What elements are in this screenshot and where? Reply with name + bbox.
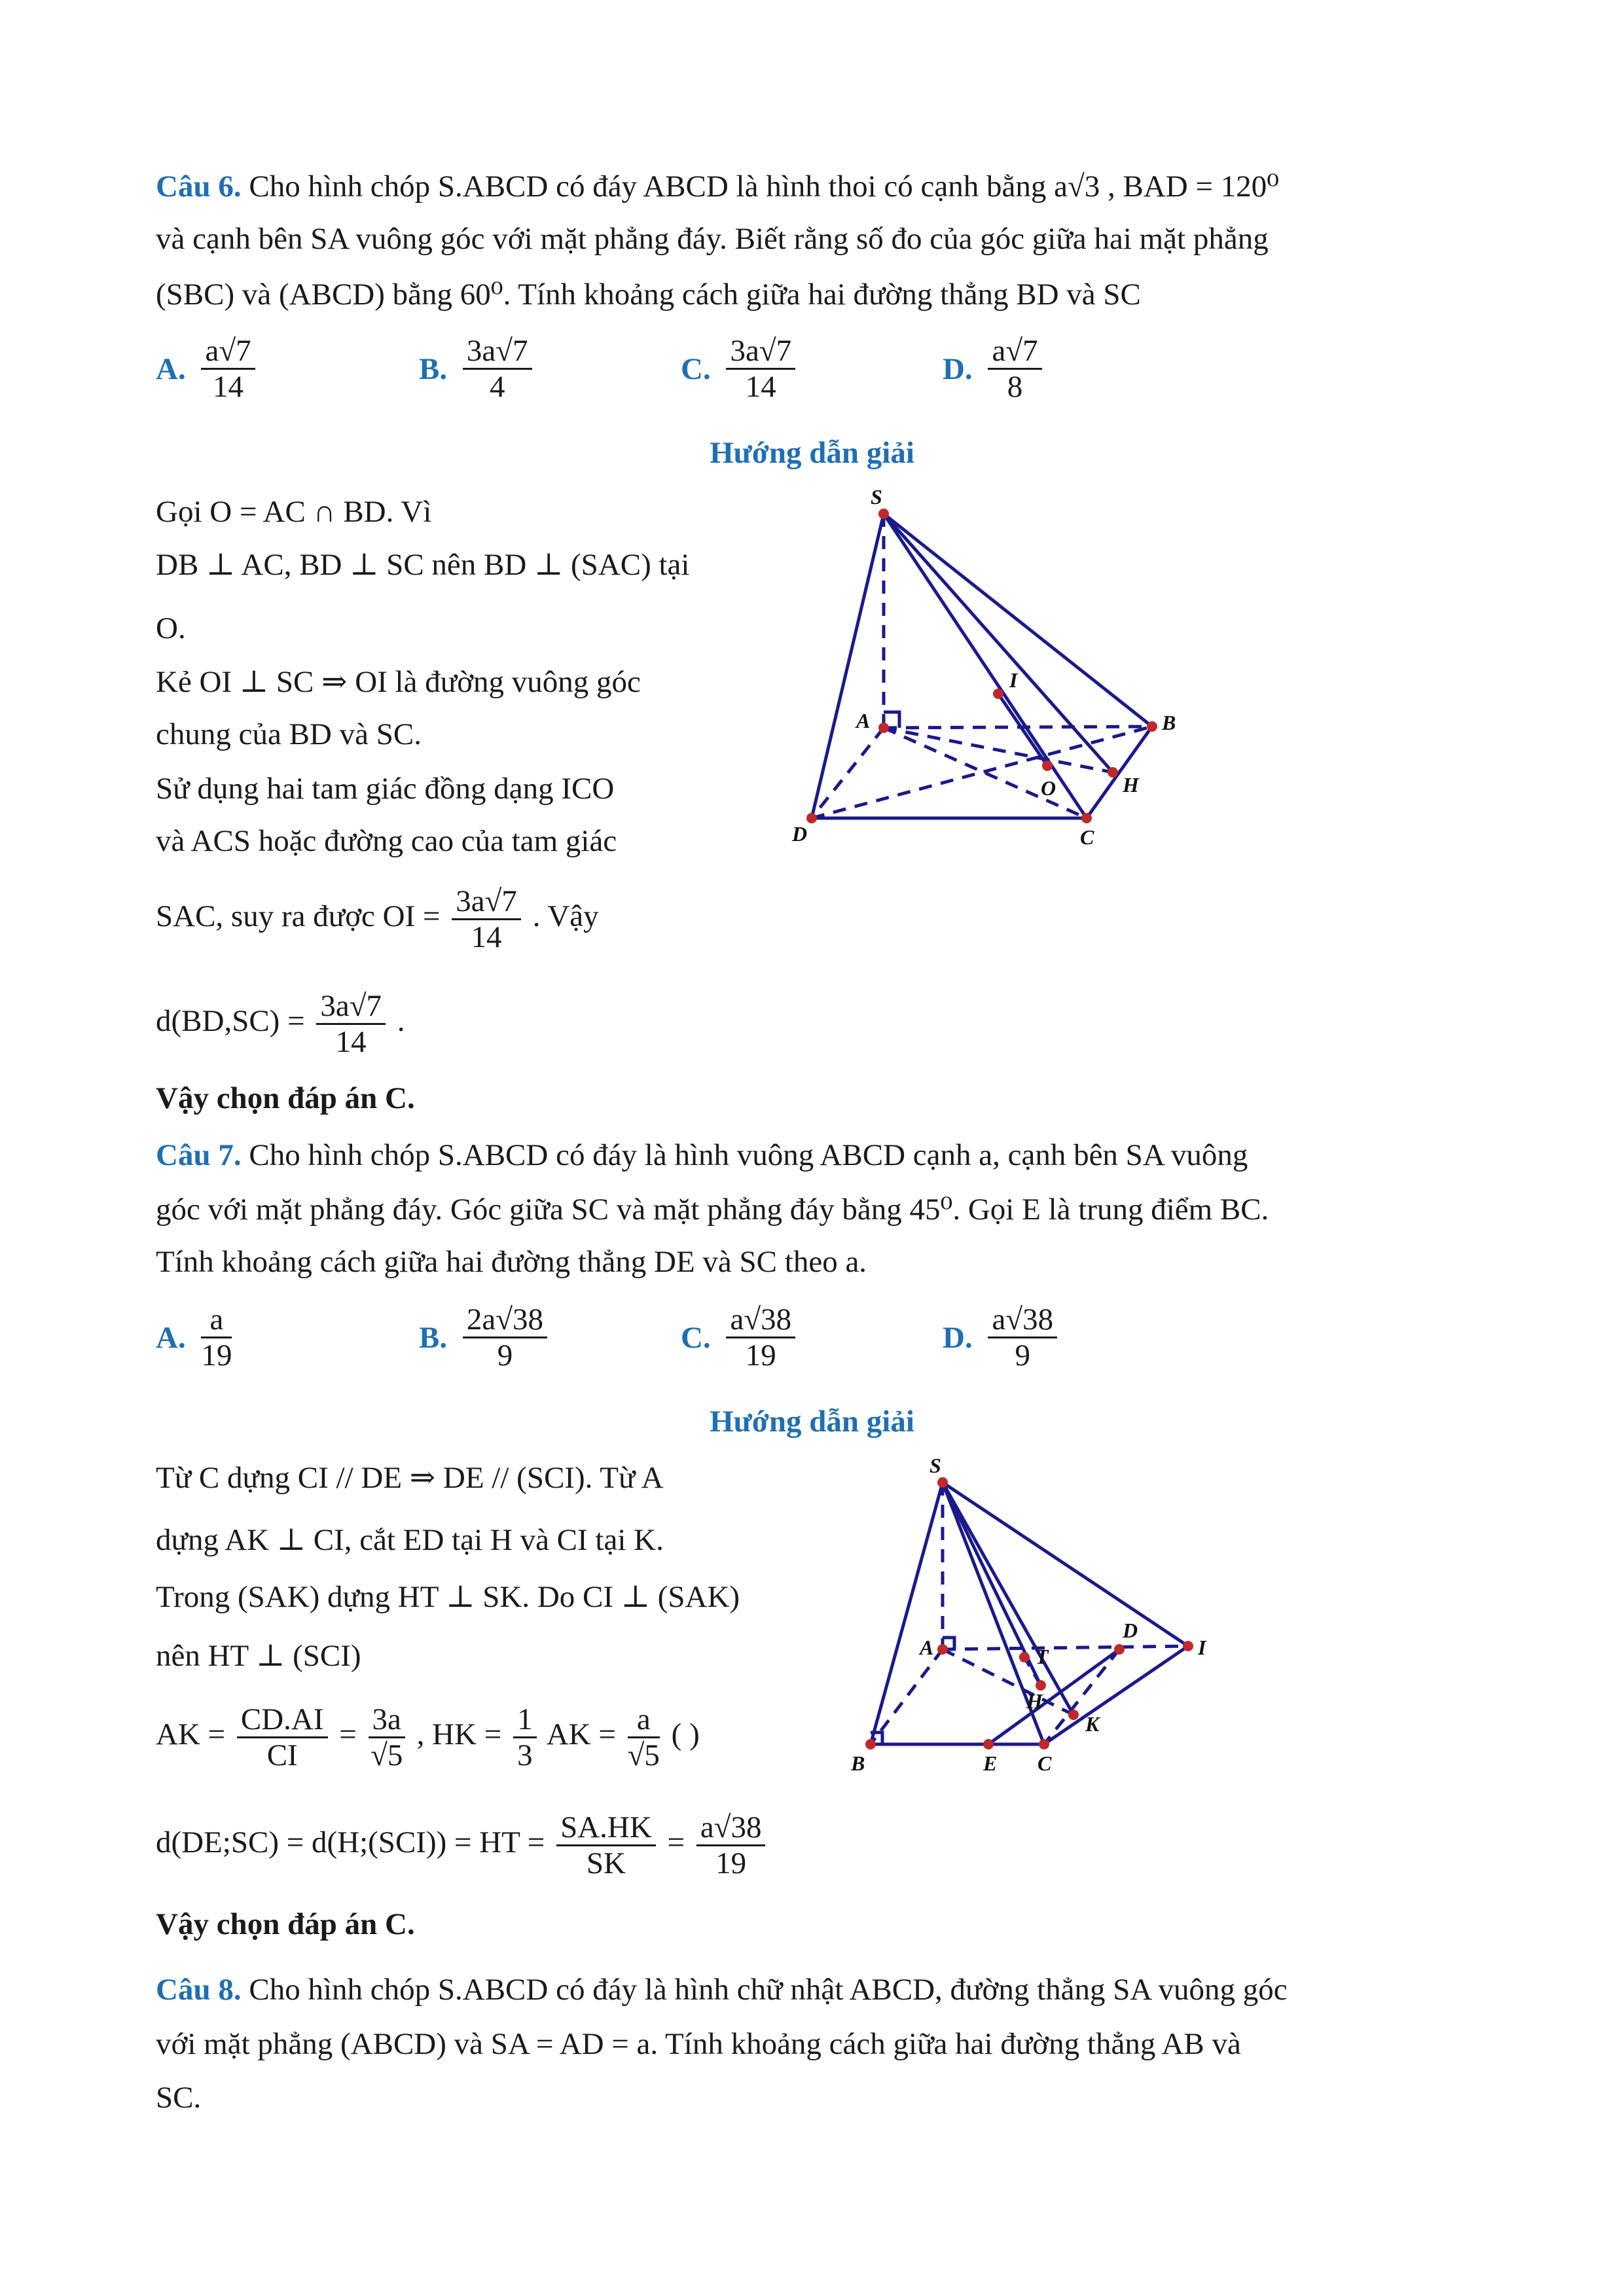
q7-sol5-eq: = bbox=[339, 1717, 357, 1751]
q8-line2: với mặt phẳng (ABCD) và SA = AD = a. Tính khoảng cách giữa hai đường thẳng AB và bbox=[156, 2027, 1241, 2061]
q7-figure bbox=[844, 1446, 1237, 1787]
q6-figure bbox=[772, 484, 1231, 851]
q7-option-c-label: C. bbox=[681, 1320, 711, 1355]
q6-label-o: O bbox=[1041, 776, 1056, 800]
q7-sol5-f2-num: 3a bbox=[369, 1702, 405, 1738]
q7-point-k bbox=[1068, 1710, 1079, 1720]
q6-option-a-label: A. bbox=[156, 351, 186, 386]
q7-option-b[interactable] bbox=[419, 1302, 551, 1372]
q7-point-c bbox=[1039, 1739, 1049, 1749]
q6-answer: Vậy chọn đáp án C. bbox=[156, 1081, 415, 1115]
q7-option-a-num: a bbox=[201, 1302, 232, 1338]
q6-edge-sb bbox=[884, 514, 1152, 726]
q7-point-t bbox=[1019, 1652, 1030, 1662]
q7-option-a-den: 19 bbox=[201, 1338, 232, 1372]
q6-point-s bbox=[878, 509, 889, 519]
q6-point-a bbox=[878, 723, 889, 733]
q6-option-c-num: 3a√7 bbox=[726, 334, 795, 370]
q6-label-h: H bbox=[1123, 773, 1139, 797]
q7-sol5-f4-den: √5 bbox=[627, 1738, 660, 1772]
q7-edge-ci bbox=[1044, 1646, 1188, 1744]
q7-option-b-label: B. bbox=[419, 1320, 448, 1355]
q7-label-c: C bbox=[1038, 1751, 1052, 1775]
q7-point-b bbox=[865, 1739, 876, 1749]
q7-edge-ed bbox=[988, 1649, 1119, 1744]
q6-option-c-label: C. bbox=[681, 351, 711, 386]
q6-point-h bbox=[1108, 767, 1118, 778]
q7-label-a: A bbox=[920, 1636, 934, 1659]
q7-sol5 bbox=[156, 1695, 700, 1774]
q6-option-a-den: 14 bbox=[213, 370, 244, 404]
q6-option-b-label: B. bbox=[419, 351, 448, 386]
q6-label-i: I bbox=[1009, 668, 1018, 692]
q7-sol5-d: ( ) bbox=[671, 1717, 700, 1751]
q6-sol2: DB ⊥ AC, BD ⊥ SC nên BD ⊥ (SAC) tại bbox=[156, 548, 690, 582]
q6-sol8-post: . Vậy bbox=[532, 899, 599, 933]
q7-label-h: H bbox=[1026, 1689, 1043, 1713]
q6-point-c bbox=[1081, 813, 1092, 823]
q7-option-b-num: 2a√38 bbox=[463, 1302, 547, 1338]
q6-sol6: Sử dụng hai tam giác đồng dạng ICO bbox=[156, 772, 615, 806]
q6-label: Câu 6. bbox=[156, 170, 242, 204]
q7-sol6-f2-den: 19 bbox=[715, 1846, 747, 1880]
q8-line3: SC. bbox=[156, 2081, 202, 2115]
q7-sol5-a: AK = bbox=[156, 1717, 226, 1751]
q7-edge-ab bbox=[871, 1649, 943, 1744]
q7-sol5-f2-den: √5 bbox=[370, 1738, 403, 1772]
q7-option-c[interactable] bbox=[681, 1302, 799, 1372]
q6-option-b-den: 4 bbox=[489, 370, 505, 404]
q6-option-c[interactable] bbox=[681, 334, 799, 404]
q6-option-d-label: D. bbox=[943, 351, 973, 386]
q6-sol3: O. bbox=[156, 611, 186, 645]
q6-option-b[interactable] bbox=[419, 334, 536, 404]
q6-label-c: C bbox=[1080, 825, 1094, 849]
q7-option-a[interactable] bbox=[156, 1302, 236, 1372]
q7-edge-ai bbox=[943, 1646, 1188, 1649]
q7-label-t: T bbox=[1036, 1645, 1049, 1668]
q6-line3: (SBC) và (ABCD) bằng 60⁰. Tính khoảng cách giữa hai đường thẳng BD và SC bbox=[156, 278, 1141, 312]
q7-label-d: D bbox=[1123, 1619, 1138, 1642]
q6-option-c-den: 14 bbox=[745, 370, 776, 404]
q7-label: Câu 7. bbox=[156, 1138, 242, 1172]
q7-sol5-f4-num: a bbox=[628, 1702, 660, 1738]
q8-label: Câu 8. bbox=[156, 1973, 242, 2007]
q7-option-d[interactable] bbox=[943, 1302, 1061, 1372]
q7-option-a-label: A. bbox=[156, 1320, 186, 1355]
q7-option-d-den: 9 bbox=[1015, 1338, 1031, 1372]
q6-sol9-pre: d(BD,SC) = bbox=[156, 1004, 305, 1038]
q6-option-d-num: a√7 bbox=[988, 334, 1041, 370]
q7-sol5-c: AK = bbox=[546, 1717, 616, 1751]
q6-line1 bbox=[156, 167, 1279, 206]
q6-point-i bbox=[993, 689, 1003, 699]
q6-option-d[interactable] bbox=[943, 334, 1046, 404]
q7-label-k: K bbox=[1085, 1712, 1100, 1736]
q7-edge-sk bbox=[943, 1482, 1074, 1715]
q7-label-s: S bbox=[929, 1454, 941, 1477]
q6-label-d: D bbox=[792, 822, 808, 846]
q7-label-i: I bbox=[1198, 1636, 1206, 1659]
q6-sol1: Gọi O = AC ∩ BD. Vì bbox=[156, 495, 432, 529]
q6-sol9 bbox=[156, 982, 405, 1060]
q6-option-a-num: a√7 bbox=[201, 334, 255, 370]
q6-sol9-den: 14 bbox=[335, 1024, 367, 1059]
q6-sol7: và ACS hoặc đường cao của tam giác bbox=[156, 824, 617, 858]
q7-sol2: dựng AK ⊥ CI, cắt ED tại H và CI tại K. bbox=[156, 1523, 664, 1557]
q8-text1: Cho hình chóp S.ABCD có đáy là hình chữ nhật ABCD, đường thẳng SA vuông góc bbox=[249, 1973, 1288, 2007]
q8-line1 bbox=[156, 1970, 1288, 2009]
q7-option-b-den: 9 bbox=[497, 1338, 513, 1372]
q7-point-a bbox=[937, 1644, 948, 1655]
q7-answer: Vậy chọn đáp án C. bbox=[156, 1907, 415, 1941]
q7-sol5-f3-num: 1 bbox=[513, 1702, 537, 1738]
q6-sol8-num: 3a√7 bbox=[452, 884, 521, 920]
q6-sol8 bbox=[156, 877, 599, 956]
q6-edge-ab bbox=[884, 726, 1152, 728]
q7-sol6-f1-den: SK bbox=[586, 1846, 626, 1880]
q6-sol4: Kẻ OI ⊥ SC ⇒ OI là đường vuông góc bbox=[156, 665, 641, 699]
q7-label-e: E bbox=[983, 1751, 998, 1775]
q6-sol8-den: 14 bbox=[471, 920, 502, 954]
q7-point-i bbox=[1183, 1641, 1193, 1651]
q7-edge-sb bbox=[871, 1482, 943, 1744]
q6-point-o bbox=[1042, 761, 1053, 771]
q7-point-d bbox=[1114, 1644, 1125, 1655]
q7-sol5-f3-den: 3 bbox=[517, 1738, 533, 1772]
q7-sol5-b: , HK = bbox=[416, 1717, 502, 1751]
q7-sol6-f2-num: a√38 bbox=[696, 1810, 766, 1846]
q7-sol5-f1-den: CI bbox=[266, 1738, 298, 1772]
q6-point-b bbox=[1147, 721, 1157, 732]
q7-line3: Tính khoảng cách giữa hai đường thẳng DE và SC theo a. bbox=[156, 1245, 867, 1279]
q6-option-a[interactable] bbox=[156, 334, 259, 404]
q6-option-b-num: 3a√7 bbox=[463, 334, 532, 370]
q7-sol3: Trong (SAK) dựng HT ⊥ SK. Do CI ⊥ (SAK) bbox=[156, 1580, 740, 1614]
q6-guide-title: Hướng dẫn giải bbox=[710, 436, 914, 470]
q7-line2: góc với mặt phẳng đáy. Góc giữa SC và mặt phẳng đáy bằng 45⁰. Gọi E là trung điểm BC. bbox=[156, 1193, 1269, 1227]
q7-sol6 bbox=[156, 1803, 769, 1882]
q7-sol6-f1-num: SA.HK bbox=[556, 1810, 656, 1846]
q7-guide-title: Hướng dẫn giải bbox=[710, 1405, 914, 1439]
q7-line1 bbox=[156, 1136, 1248, 1175]
q7-point-s bbox=[937, 1477, 948, 1488]
q7-text1: Cho hình chóp S.ABCD có đáy là hình vuông ABCD cạnh a, cạnh bên SA vuông bbox=[249, 1138, 1248, 1172]
q6-label-a: A bbox=[856, 709, 871, 732]
q7-label-b: B bbox=[851, 1751, 865, 1775]
q6-label-b: B bbox=[1162, 711, 1176, 734]
q6-edge-db bbox=[812, 726, 1152, 818]
q6-sol8-pre: SAC, suy ra được OI = bbox=[156, 899, 441, 933]
q6-text1: Cho hình chóp S.ABCD có đáy ABCD là hình thoi có cạnh bằng a√3 , BAD = 120⁰ bbox=[249, 170, 1280, 204]
q7-option-c-num: a√38 bbox=[726, 1302, 795, 1338]
q7-edge-si bbox=[943, 1482, 1188, 1646]
q7-sol5-f1-num: CD.AI bbox=[237, 1702, 328, 1738]
q7-point-e bbox=[983, 1739, 994, 1749]
q7-sol6-a: d(DE;SC) = d(H;(SCI)) = HT = bbox=[156, 1825, 545, 1859]
q7-sol6-eq: = bbox=[667, 1825, 685, 1859]
q7-option-d-num: a√38 bbox=[988, 1302, 1057, 1338]
q6-option-d-den: 8 bbox=[1007, 370, 1023, 404]
q7-sol1: Từ C dựng CI // DE ⇒ DE // (SCI). Từ A bbox=[156, 1461, 664, 1495]
q7-option-d-label: D. bbox=[943, 1320, 973, 1355]
q6-sol5: chung của BD và SC. bbox=[156, 717, 422, 751]
q7-option-c-den: 19 bbox=[745, 1338, 776, 1372]
q6-line2: và cạnh bên SA vuông góc với mặt phẳng đáy. Biết rằng số đo của góc giữa hai mặt phẳng bbox=[156, 222, 1269, 256]
q7-sol4: nên HT ⊥ (SCI) bbox=[156, 1639, 361, 1673]
q6-sol9-num: 3a√7 bbox=[316, 989, 386, 1025]
q6-label-s: S bbox=[871, 485, 882, 509]
q6-sol9-post: . bbox=[397, 1004, 405, 1038]
q6-point-d bbox=[806, 813, 817, 823]
